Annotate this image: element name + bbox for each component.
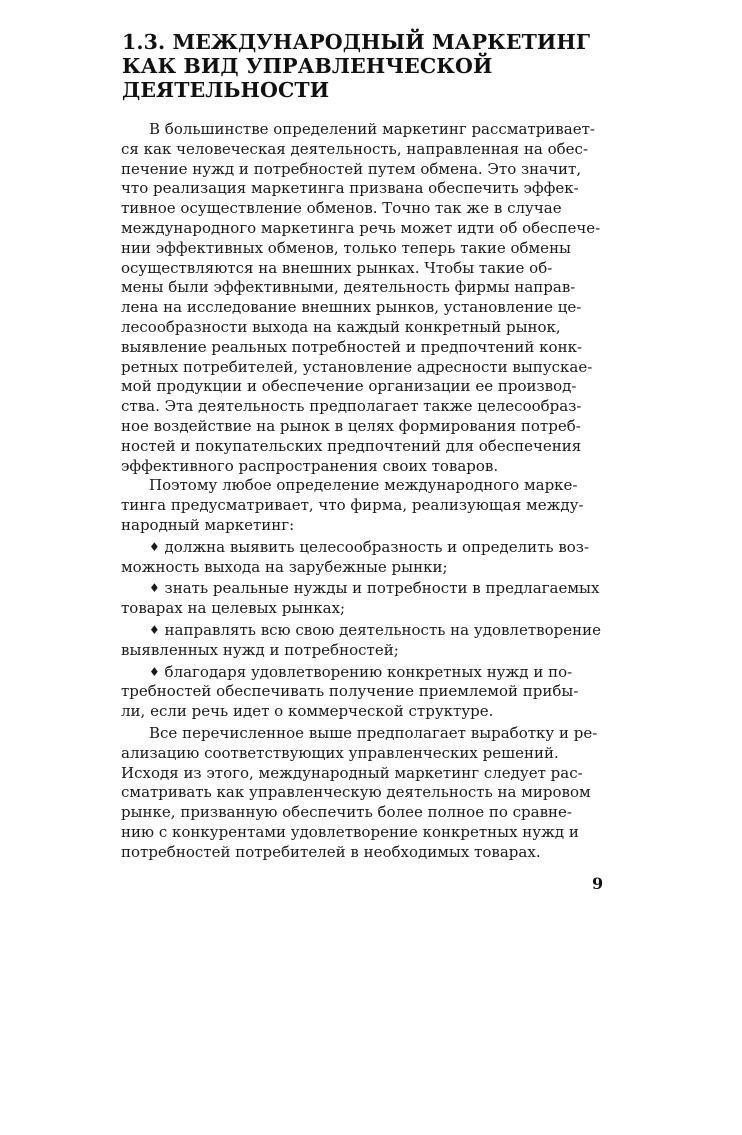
text-line: что реализация маркетинга призвана обеспечить эффек- — [121, 179, 579, 198]
text-line: сматривать как управленческую деятельность на мировом — [121, 783, 591, 802]
diamond-bullet-icon: ♦ — [149, 622, 160, 637]
text-line: Исходя из этого, международный маркетинг следует рас- — [121, 763, 583, 782]
text-line: ализацию соответствующих управленческих решений. — [121, 743, 559, 762]
text-line: эффективного распространения своих товаров. — [121, 456, 499, 475]
text-line: лена на исследование внешних рынков, установление це- — [121, 298, 582, 317]
text-line: рынке, призванную обеспечить более полное по сравне- — [121, 803, 572, 822]
text-line: лесообразности выхода на каждый конкретный рынок, — [121, 317, 561, 336]
text-line: ся как человеческая деятельность, направленная на обес- — [121, 139, 589, 158]
text-line: ства. Эта деятельность предполагает также целесообраз- — [121, 397, 582, 416]
paragraph-2 — [121, 476, 615, 535]
text-line: международного маркетинга речь может идти об обеспече- — [121, 218, 601, 237]
text-line: требностей обеспечивать получение приемлемой прибы- — [121, 682, 579, 701]
body-text — [121, 120, 615, 862]
list-item-first-line — [121, 621, 615, 641]
list-item-first-line — [121, 579, 615, 599]
page-number: 9 — [592, 874, 604, 893]
heading-line: ДЕЯТЕЛЬНОСТИ — [122, 78, 330, 102]
text-line: Все перечисленное выше предполагает выработку и ре- — [149, 723, 598, 742]
list-item — [121, 621, 615, 661]
text-line: Поэтому любое определение международного марке- — [149, 476, 578, 495]
text-line: потребностей потребителей в необходимых товарах. — [121, 842, 541, 861]
text-line: осуществляются на внешних рынках. Чтобы такие об- — [121, 258, 553, 277]
list-item-text: благодаря удовлетворению конкретных нужд и по- — [164, 662, 573, 681]
text-line: печение нужд и потребностей путем обмена. Это значит, — [121, 159, 582, 178]
text-line: мены были эффективными, деятельность фирмы направ- — [121, 278, 576, 297]
list-item — [121, 663, 615, 722]
text-line: ретных потребителей, установление адресности выпускае- — [121, 357, 593, 376]
diamond-bullet-icon: ♦ — [149, 581, 160, 596]
text-line: В большинстве определений маркетинг рассматривает- — [149, 120, 595, 138]
text-line: нии эффективных обменов, только теперь такие обмены — [121, 238, 571, 257]
text-line: народный маркетинг: — [121, 515, 295, 534]
text-line: выявленных нужд и потребностей; — [121, 640, 399, 659]
diamond-bullet-icon: ♦ — [149, 664, 160, 679]
text-line: ли, если речь идет о коммерческой структуре. — [121, 702, 494, 721]
list-item — [121, 579, 615, 619]
text-line: ное воздействие на рынок в целях формирования потреб- — [121, 416, 581, 435]
text-line: товарах на целевых рынках; — [121, 599, 346, 618]
text-line: ностей и покупательских предпочтений для обеспечения — [121, 436, 582, 455]
bullet-list — [121, 538, 615, 722]
diamond-bullet-icon: ♦ — [149, 539, 160, 554]
list-item — [121, 538, 615, 578]
list-item-text: направлять всю свою деятельность на удовлетворение — [164, 620, 601, 639]
section-heading — [122, 30, 622, 102]
text-line: выявление реальных потребностей и предпочтений конк- — [121, 337, 583, 356]
text-line: мой продукции и обеспечение организации ее производ- — [121, 377, 577, 396]
list-item-first-line — [121, 538, 615, 558]
text-line: нию с конкурентами удовлетворение конкретных нужд и — [121, 822, 579, 841]
list-item-text: должна выявить целесообразность и определить воз- — [164, 537, 590, 556]
paragraph-1 — [121, 120, 615, 476]
paragraph-3 — [121, 724, 615, 863]
text-line: тинга предусматривает, что фирма, реализующая между- — [121, 496, 584, 515]
list-item-first-line — [121, 663, 615, 683]
heading-line: КАК ВИД УПРАВЛЕНЧЕСКОЙ — [122, 54, 493, 78]
text-line: можность выхода на зарубежные рынки; — [121, 557, 448, 576]
list-item-text: знать реальные нужды и потребности в предлагаемых — [164, 579, 600, 598]
heading-line: 1.3. МЕЖДУНАРОДНЫЙ МАРКЕТИНГ — [122, 30, 591, 54]
text-line: тивное осуществление обменов. Точно так же в случае — [121, 199, 562, 218]
